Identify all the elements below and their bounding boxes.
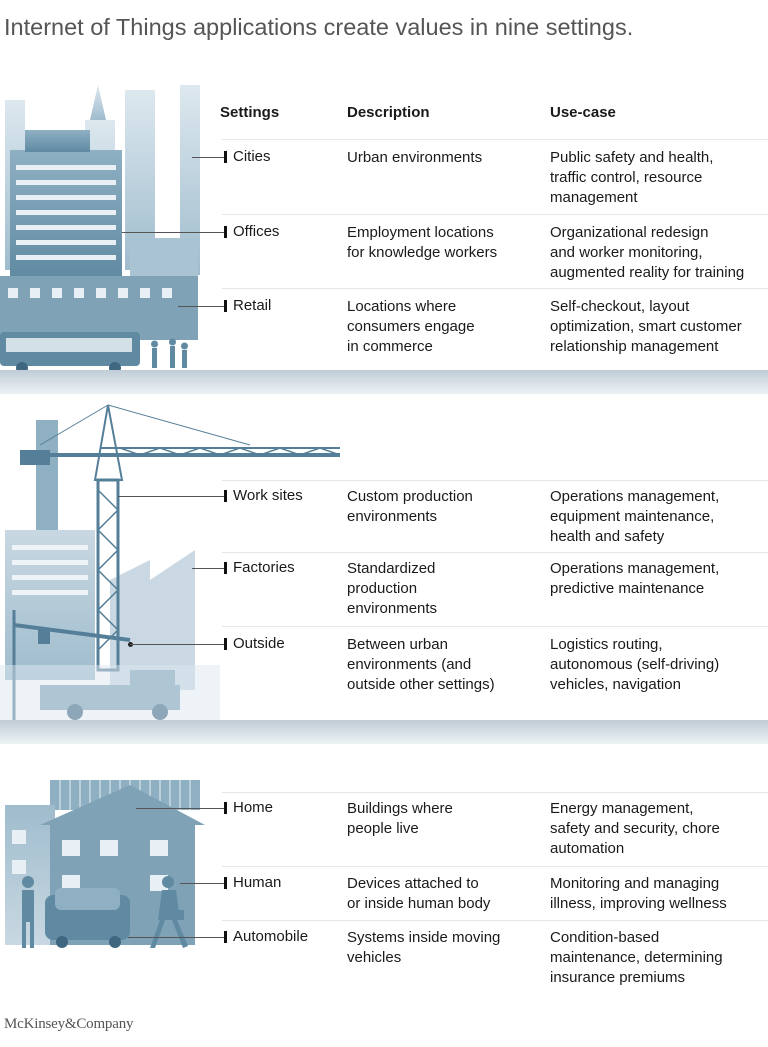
- leader-tick: [224, 562, 227, 574]
- leader-line: [180, 883, 224, 884]
- header-settings: Settings: [220, 104, 280, 121]
- description-text: Systems inside moving vehicles: [347, 929, 501, 966]
- leader-tick: [224, 151, 227, 163]
- leader-tick: [224, 300, 227, 312]
- row-separator: [222, 866, 768, 867]
- setting-label: Human: [233, 874, 282, 891]
- use-case-text: Self-checkout, layout optimization, smart customer relationship management: [550, 298, 742, 355]
- setting-label: Offices: [233, 223, 280, 240]
- leader-tick: [224, 226, 227, 238]
- leader-tick: [224, 877, 227, 889]
- leader-line: [130, 644, 224, 645]
- header-description: Description: [347, 104, 430, 121]
- use-case-text: Operations management, predictive maintenance: [550, 560, 720, 597]
- leader-line: [118, 496, 224, 497]
- setting-label: Outside: [233, 635, 285, 652]
- leader-line: [128, 937, 224, 938]
- ground-strip: [0, 720, 768, 744]
- description-text: Locations where consumers engage in commerce: [347, 298, 475, 355]
- setting-label: Factories: [233, 559, 295, 576]
- row-separator: [222, 214, 768, 215]
- leader-line: [136, 808, 224, 809]
- row-separator: [222, 288, 768, 289]
- use-case-text: Public safety and health, traffic control, resource management: [550, 149, 714, 206]
- leader-tick: [224, 931, 227, 943]
- setting-label: Work sites: [233, 487, 303, 504]
- row-separator: [222, 626, 768, 627]
- leader-line: [192, 568, 224, 569]
- use-case-text: Condition-based maintenance, determining insurance premiums: [550, 929, 723, 986]
- leader-line: [122, 232, 224, 233]
- row-separator: [222, 552, 768, 553]
- page-title: Internet of Things applications create values in nine settings.: [4, 14, 634, 40]
- setting-label: Automobile: [233, 928, 309, 945]
- row-separator: [222, 139, 768, 140]
- setting-label: Cities: [233, 148, 271, 165]
- description-text: Employment locations for knowledge workers: [347, 224, 498, 261]
- use-case-text: Energy management, safety and security, chore automation: [550, 800, 720, 857]
- description-text: Buildings where people live: [347, 800, 453, 837]
- row-separator: [222, 480, 768, 481]
- use-case-text: Logistics routing, autonomous (self-driving) vehicles, navigation: [550, 636, 720, 693]
- setting-label: Retail: [233, 297, 272, 314]
- row-separator: [222, 792, 768, 793]
- leader-tick: [224, 802, 227, 814]
- ground-strip: [0, 370, 768, 394]
- use-case-text: Monitoring and managing illness, improving wellness: [550, 875, 727, 912]
- leader-tick: [224, 490, 227, 502]
- description-text: Standardized production environments: [347, 560, 438, 617]
- row-separator: [222, 920, 768, 921]
- description-text: Urban environments: [347, 149, 483, 166]
- description-text: Between urban environments (and outside other settings): [347, 636, 495, 693]
- setting-label: Home: [233, 799, 274, 816]
- mckinsey-logo-text: McKinsey&Company: [4, 1016, 134, 1032]
- description-text: Devices attached to or inside human body: [347, 875, 491, 912]
- leader-tick: [224, 638, 227, 650]
- description-text: Custom production environments: [347, 488, 473, 525]
- use-case-text: Operations management, equipment maintenance, health and safety: [550, 488, 720, 545]
- header-use-case: Use-case: [550, 104, 616, 121]
- leader-line: [178, 306, 224, 307]
- use-case-text: Organizational redesign and worker monitoring, augmented reality for training: [550, 224, 745, 281]
- leader-line: [192, 157, 224, 158]
